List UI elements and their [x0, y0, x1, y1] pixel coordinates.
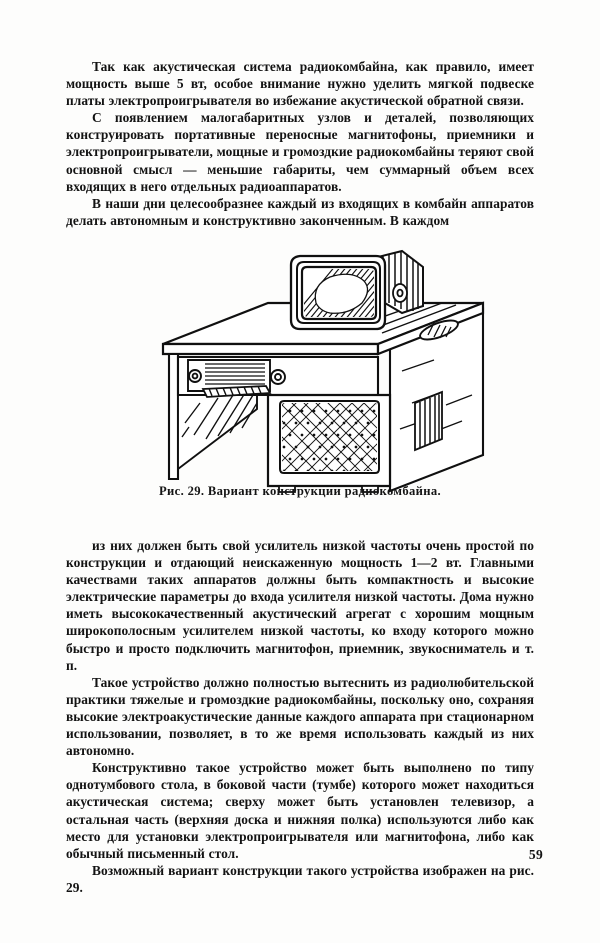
page-number: 59 — [528, 847, 543, 862]
speaker-cabinet — [240, 391, 400, 493]
paragraph: Конструктивно такое устройство может быть выполнено по типу однотумбового стола, в боковой части (тумбе) которого может находиться акустическая система; сверху может быть установлен телевизор, а остальная часть (верхняя доска и нижняя полка) используются либо как место для установки электропроигрывателя или магнитофона, либо как обычный письменный стол. — [66, 760, 534, 861]
radiogram-desk-drawing — [90, 243, 510, 493]
tuning-knob[interactable] — [189, 370, 201, 382]
paragraph: из них должен быть свой усилитель низкой частоты очень простой по конструкции и отдающий неискаженную мощность 1—2 вт. Главными качествами таких аппаратов должны быть компактность и высокие электрические параметры до входа усилителя низкой частоты. Дома нужно иметь высококачественный акустический агрегат с хорошим мощным широкополосным усилителем низкой частоты, ко входу которого можно быстро и просто подключить магнитофон, приемник, звукосниматель и т. п. — [66, 538, 534, 673]
tv-side-knob[interactable] — [393, 284, 407, 302]
volume-knob[interactable] — [271, 370, 285, 384]
paragraph: В наши дни целесообразнее каждый из входящих в комбайн аппаратов делать автономным и конструктивно законченным. В каждом — [66, 195, 534, 228]
paragraph: Так как акустическая система радиокомбайна, как правило, имеет мощность выше 5 вт, особое внимание нужно уделить мягкой подвеске платы электропроигрывателя во избежание акустической обратной связи. — [66, 59, 534, 109]
body-text-top — [66, 58, 534, 229]
ventilation-grille — [415, 392, 442, 450]
radio-panel — [178, 357, 378, 397]
paragraph: С появлением малогабаритных узлов и деталей, позволяющих конструировать портативные переносные магнитофоны, приемники и электропроигрыватели, мощные и громоздкие радиокомбайны теряют свой основной смысл — меньшие габариты, чем суммарный объем всех входящих в него отдельных радиоаппаратов. — [66, 110, 534, 194]
figure-caption: Рис. 29. Вариант конструкции радиокомбайна. — [158, 484, 441, 498]
paragraph: Такое устройство должно полностью вытеснить из радиолюбительской практики тяжелые и громоздкие радиокомбайны, поскольку оно, сохраняя высокие электроакустические данные каждого аппарата при стационарном использовании, позволяет, в то же время использовать каждый из них автономно. — [66, 674, 534, 759]
body-text-bottom — [66, 537, 534, 896]
figure-illustration — [0, 243, 600, 508]
paragraph: Возможный вариант конструкции такого устройства изображен на рис. 29. — [66, 862, 534, 895]
